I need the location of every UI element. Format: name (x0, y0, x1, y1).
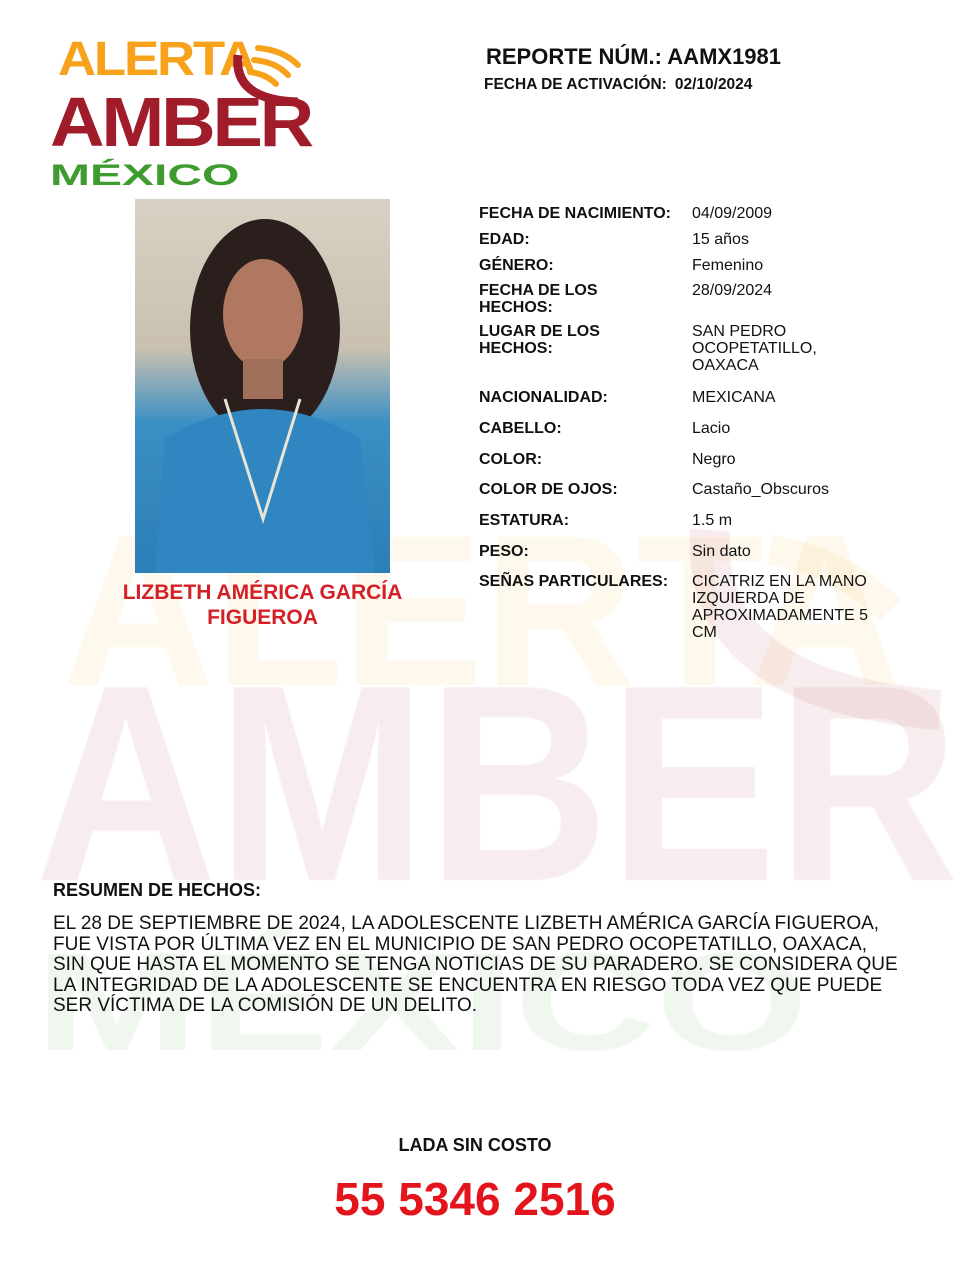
missing-person-photo (135, 199, 390, 573)
detail-label: LUGAR DE LOS HECHOS: (479, 323, 600, 357)
detail-label: FECHA DE NACIMIENTO: (479, 205, 671, 222)
detail-label: PESO: (479, 543, 529, 560)
signal-icon (228, 40, 313, 120)
detail-label: COLOR DE OJOS: (479, 481, 618, 498)
detail-label: COLOR: (479, 451, 543, 468)
summary-text: EL 28 DE SEPTIEMBRE DE 2024, LA ADOLESCENTE LIZBETH AMÉRICA GARCÍA FIGUEROA, FUE VISTA POR ÚLTIMA VEZ EN EL MUNICIPIO DE SAN PEDRO OCOPETATILLO, OAXACA, SIN QUE HASTA EL MOMENTO SE TENGA NOTICIAS DE SU PARADERO. SE CONSIDERA QUE LA INTEGRIDAD DE LA ADOLESCENTE SE ENCUENTRA EN RIESGO TODA VEZ QUE PUEDE SER VÍCTIMA DE LA COMISIÓN DE UN DELITO. (53, 913, 898, 1016)
detail-label: EDAD: (479, 231, 530, 248)
report-number: REPORTE NÚM.: AAMX1981 (486, 44, 782, 69)
summary-title: RESUMEN DE HECHOS: (53, 880, 262, 900)
detail-value: 04/09/2009 (692, 205, 773, 222)
detail-value: Negro (692, 451, 736, 468)
detail-label: CABELLO: (479, 420, 562, 437)
detail-value: 1.5 m (692, 512, 733, 529)
person-silhouette-icon (135, 199, 390, 573)
detail-value: Lacio (692, 420, 731, 437)
detail-label: GÉNERO: (479, 257, 554, 274)
detail-value: Femenino (692, 257, 764, 274)
detail-value: 15 años (692, 231, 749, 248)
activation-date (484, 76, 752, 94)
detail-label: FECHA DE LOS HECHOS: (479, 282, 598, 316)
detail-label: ESTATURA: (479, 512, 570, 529)
logo-alerta: ALERTA (58, 33, 256, 86)
toll-free-label: LADA SIN COSTO (398, 1135, 552, 1155)
detail-value: 28/09/2024 (692, 282, 773, 299)
alerta-amber-logo (48, 33, 311, 193)
detail-value: MEXICANA (692, 389, 776, 406)
detail-value: SAN PEDRO OCOPETATILLO, OAXACA (692, 323, 817, 374)
detail-value: Sin dato (692, 543, 751, 560)
activation-value: 02/10/2024 (674, 76, 753, 93)
detail-value: CICATRIZ EN LA MANO IZQUIERDA DE APROXIMADAMENTE 5 CM (692, 573, 869, 641)
phone-number[interactable]: 55 5346 2516 (334, 1173, 616, 1225)
person-name: LIZBETH AMÉRICA GARCÍA FIGUEROA (122, 581, 403, 629)
detail-label: SEÑAS PARTICULARES: (479, 573, 669, 590)
detail-label: NACIONALIDAD: (479, 389, 608, 406)
activation-label: FECHA DE ACTIVACIÓN: (484, 76, 667, 93)
logo-amber: AMBER (50, 83, 311, 161)
logo-mexico: MÉXICO (50, 159, 240, 192)
detail-value: Castaño_Obscuros (692, 481, 829, 498)
